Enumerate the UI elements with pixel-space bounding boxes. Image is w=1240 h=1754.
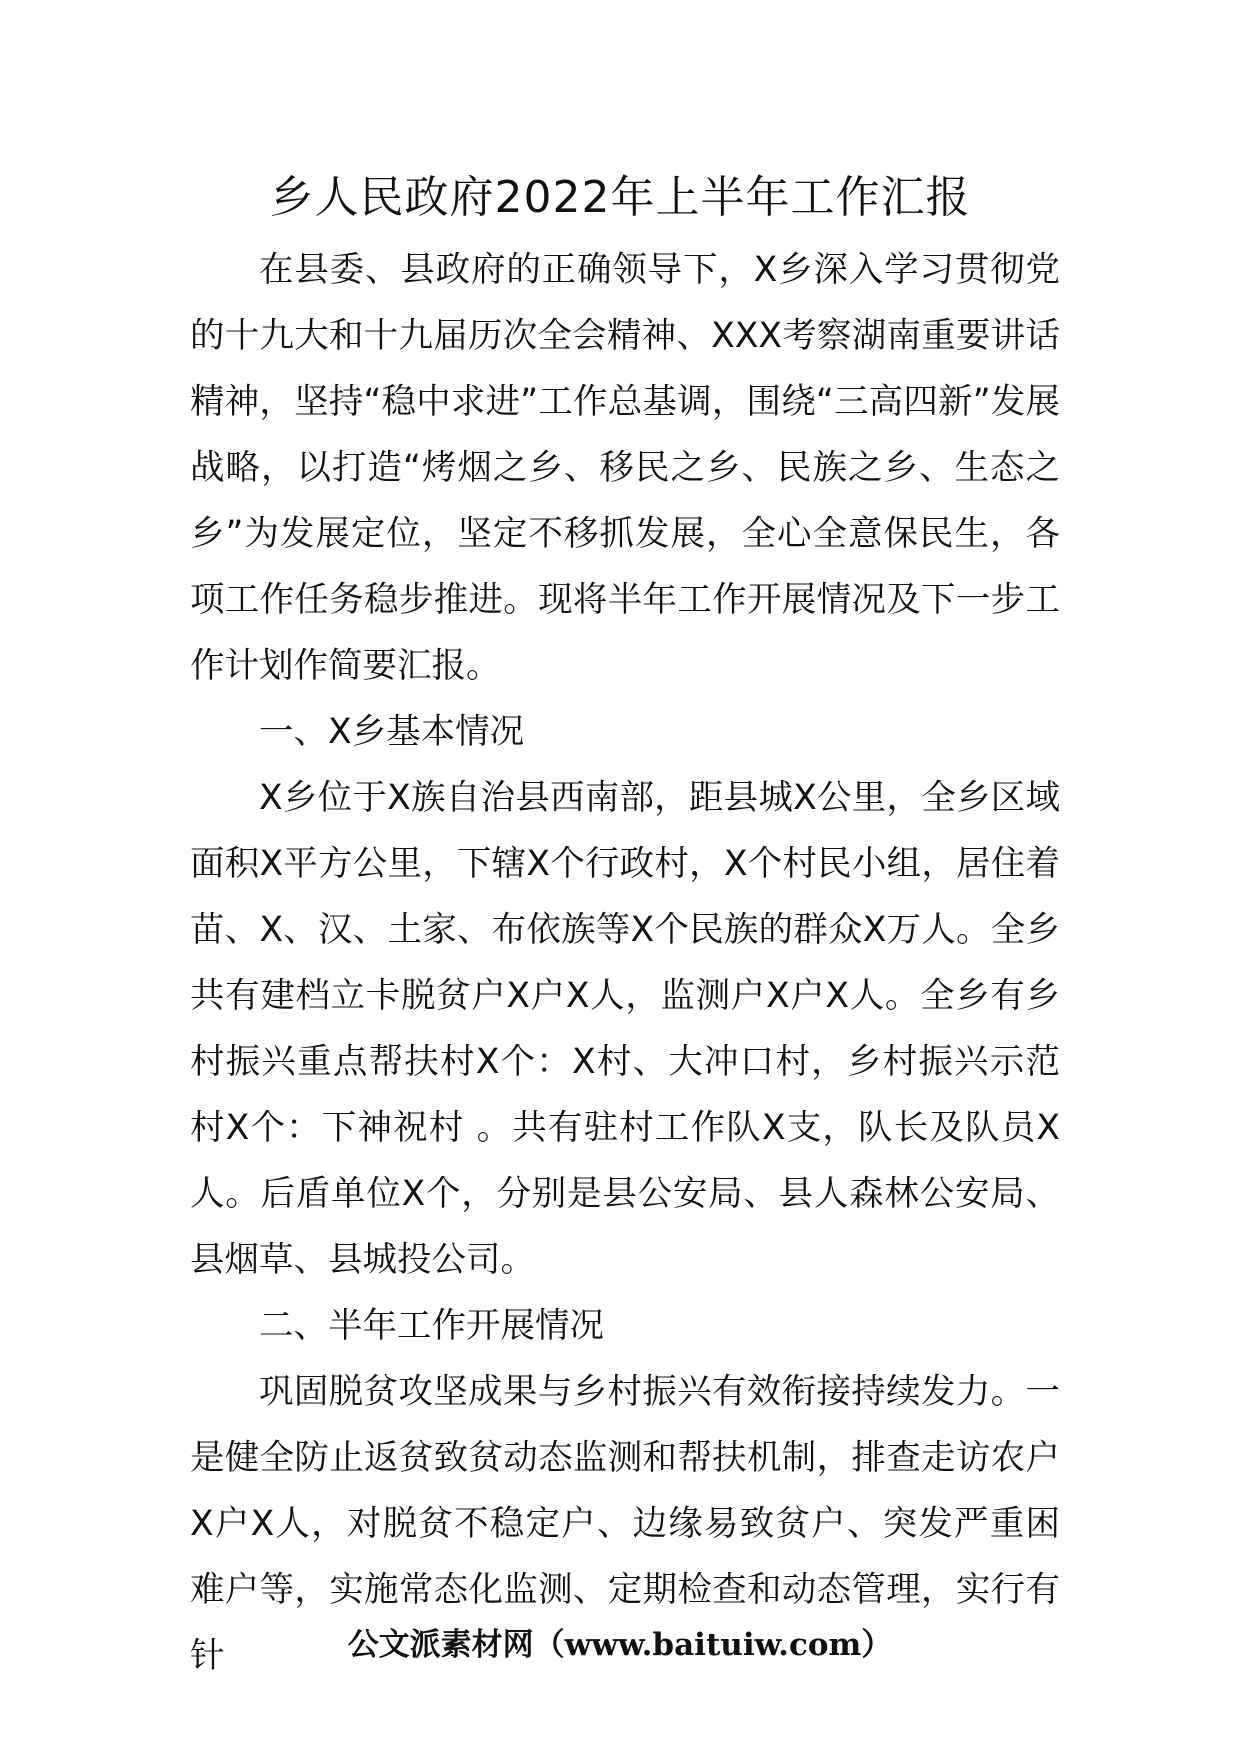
half-year-work-paragraph: 巩固脱贫攻坚成果与乡村振兴有效衔接持续发力。一是健全防止返贫致贫动态监测和帮扶机制，排查走访农户X户X人，对脱贫不稳定户、边缘易致贫户、突发严重困难户等，实施常态化监测、定期检查和动态管理，实行有针 — [190, 1372, 1060, 1676]
section-heading-basic-info: 一、X乡基本情况 — [259, 712, 525, 752]
intro-paragraph: 在县委、县政府的正确领导下，X乡深入学习贯彻党的十九大和十九届历次全会精神、XXX考察湖南重要讲话精神，坚持“稳中求进”工作总基调，围绕“三高四新”发展战略，以打造“烤烟之乡、移民之乡、民族之乡、生态之乡”为发展定位，坚定不移抓发展，全心全意保民生，各项工作任务稳步推进。现将半年工作开展情况及下一步工作计划作简要汇报。 — [190, 250, 1060, 686]
document-title: 乡人民政府2022年上半年工作汇报 — [269, 172, 971, 223]
basic-info-paragraph: X乡位于X族自治县西南部，距县城X公里，全乡区域面积X平方公里，下辖X个行政村，X个村民小组，居住着苗、X、汉、土家、布依族等X个民族的群众X万人。全乡共有建档立卡脱贫户X户X人，监测户X户X人。全乡有乡村振兴重点帮扶村X个：X村、大冲口村，乡村振兴示范村X个：下神祝村 。共有驻村工作队X支，队长及队员X人。后盾单位X个，分别是县公安局、县人森林公安局、县烟草、县城投公司。 — [190, 778, 1060, 1280]
section-heading-half-year-work: 二、半年工作开展情况 — [259, 1306, 604, 1346]
document-body — [190, 237, 1060, 1689]
footer-watermark: 公文派素材网（www.baituiw.com） — [347, 1627, 893, 1663]
